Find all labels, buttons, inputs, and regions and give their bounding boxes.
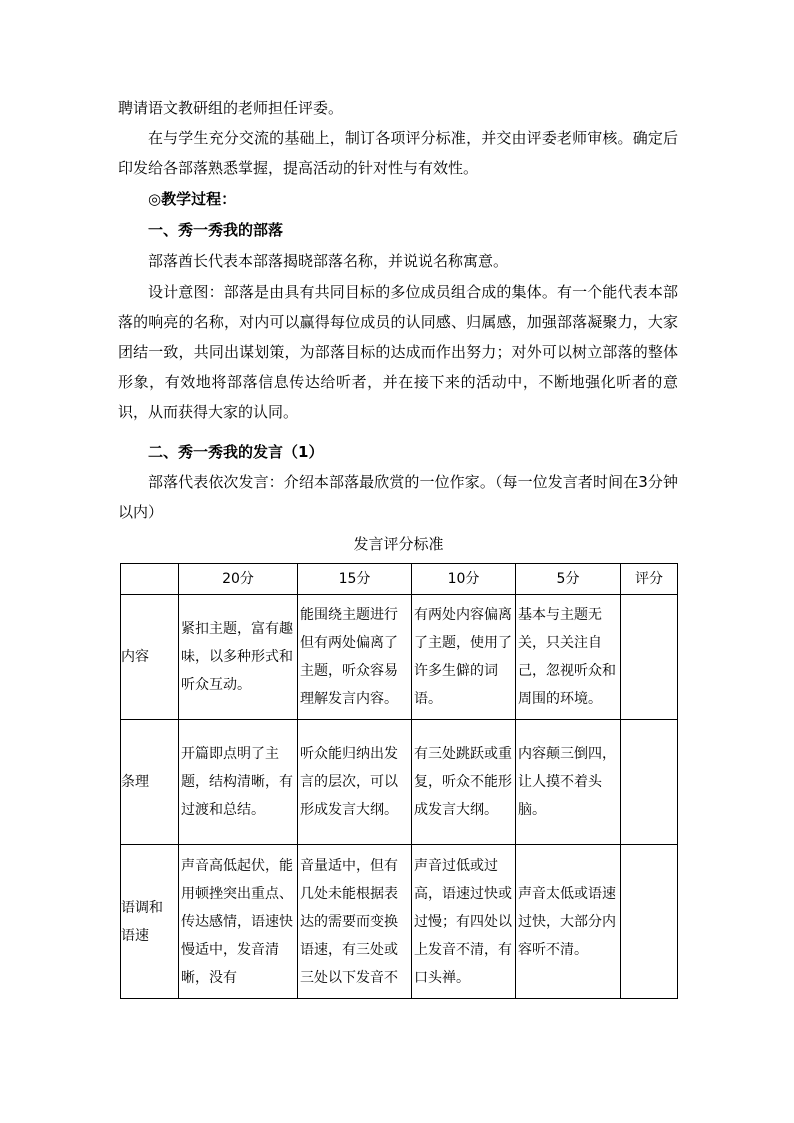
- cell-organization-10: 有三处跳跃或重复，听众不能形成发言大纲。: [412, 720, 516, 845]
- cell-content-score: [621, 595, 678, 720]
- paragraph-judges: 聘请语文教研组的老师担任评委。: [118, 99, 344, 117]
- cell-tone-15: 音量适中，但有几处未能根据表达的需要而变换语速，有三处或三处以下发音不: [298, 845, 412, 999]
- heading-show-tribe: 一、秀一秀我的部落: [148, 221, 284, 239]
- header-20-points: 20分: [179, 564, 298, 595]
- paragraph-tribe-name: 部落酋长代表本部落揭晓部落名称，并说说名称寓意。: [148, 252, 509, 270]
- cell-tone-score: [621, 845, 678, 999]
- section-heading-teaching-process: ◎教学过程：: [148, 190, 237, 208]
- row-label-tone-and-pace: 语调和语速: [121, 845, 179, 999]
- header-15-points: 15分: [298, 564, 412, 595]
- table-row: [121, 845, 678, 999]
- cell-tone-10: 声音过低或过高，语速过快或过慢；有四处以上发音不清，有口头禅。: [412, 845, 516, 999]
- header-empty: [121, 564, 179, 595]
- header-score: 评分: [621, 564, 678, 595]
- table-row: [121, 720, 678, 845]
- cell-tone-5: 声音太低或语速过快，大部分内容听不清。: [516, 845, 621, 999]
- heading-show-speech: 二、秀一秀我的发言（1）: [148, 443, 324, 461]
- cell-organization-5: 内容颠三倒四，让人摸不着头脑。: [516, 720, 621, 845]
- paragraph-speech-intro: 部落代表依次发言：介绍本部落最欣赏的一位作家。（每一位发言者时间在3分钟以内）: [118, 473, 678, 521]
- table-title: 发言评分标准: [353, 535, 444, 553]
- paragraph-design-intent: 设计意图：部落是由具有共同目标的多位成员组合成的集体。有一个能代表本部落的响亮的名称，对内可以赢得每位成员的认同感、归属感，加强部落凝聚力，大家团结一致，共同出谋划策，为部落目标的达成而作出努力；对外可以树立部落的整体形象，有效地将部落信息传达给听者，并在接下来的活动中，不断地强化听者的意识，从而获得大家的认同。: [118, 283, 678, 421]
- header-10-points: 10分: [412, 564, 516, 595]
- cell-content-15: 能围绕主题进行但有两处偏离了主题，听众容易理解发言内容。: [298, 595, 412, 720]
- table-header-row: [121, 564, 678, 595]
- scoring-rubric-table: [120, 563, 678, 999]
- table-row: [121, 595, 678, 720]
- cell-organization-20: 开篇即点明了主题，结构清晰，有过渡和总结。: [179, 720, 298, 845]
- cell-tone-20: 声音高低起伏，能用顿挫突出重点、传达感情，语速快慢适中，发音清晰，没有: [179, 845, 298, 999]
- cell-content-20: 紧扣主题，富有趣味，以多种形式和听众互动。: [179, 595, 298, 720]
- cell-content-10: 有两处内容偏离了主题，使用了许多生僻的词语。: [412, 595, 516, 720]
- paragraph-standards: 在与学生充分交流的基础上，制订各项评分标准，并交由评委老师审核。确定后印发给各部落熟悉掌握，提高活动的针对性与有效性。: [118, 129, 678, 177]
- header-5-points: 5分: [516, 564, 621, 595]
- cell-organization-score: [621, 720, 678, 845]
- cell-organization-15: 听众能归纳出发言的层次，可以形成发言大纲。: [298, 720, 412, 845]
- cell-content-5: 基本与主题无关，只关注自己，忽视听众和周围的环境。: [516, 595, 621, 720]
- row-label-organization: 条理: [121, 720, 179, 845]
- row-label-content: 内容: [121, 595, 179, 720]
